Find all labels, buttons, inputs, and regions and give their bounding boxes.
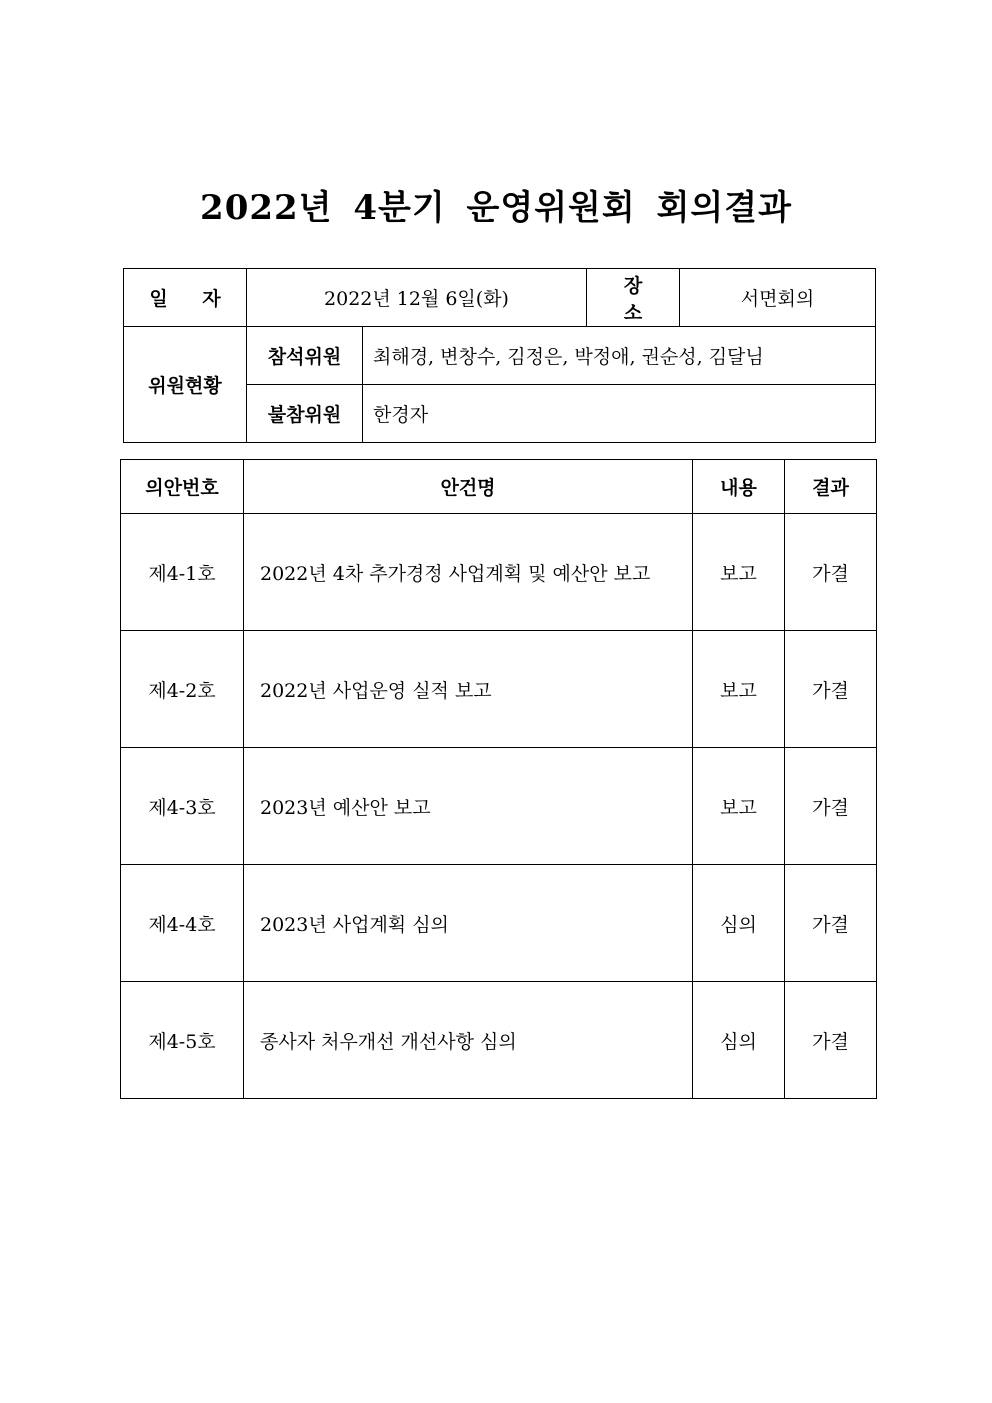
header-agenda-title: 안건명 xyxy=(244,460,693,514)
header-agenda-type: 내용 xyxy=(693,460,785,514)
agenda-result: 가결 xyxy=(785,982,877,1099)
agenda-title: 2022년 4차 추가경정 사업계획 및 예산안 보고 xyxy=(244,514,693,631)
meeting-info-table xyxy=(123,268,876,443)
agenda-title: 2022년 사업운영 실적 보고 xyxy=(244,631,693,748)
table-row xyxy=(121,748,877,865)
table-row xyxy=(121,514,877,631)
agenda-title: 2023년 예산안 보고 xyxy=(244,748,693,865)
header-agenda-result: 결과 xyxy=(785,460,877,514)
table-row xyxy=(121,865,877,982)
agenda-type: 보고 xyxy=(693,631,785,748)
agenda-type: 심의 xyxy=(693,982,785,1099)
agenda-title: 2023년 사업계획 심의 xyxy=(244,865,693,982)
agenda-type: 심의 xyxy=(693,865,785,982)
members-label: 위원현황 xyxy=(124,327,247,443)
date-place-row xyxy=(124,269,876,327)
agenda-no: 제4-5호 xyxy=(121,982,244,1099)
agenda-title: 종사자 처우개선 개선사항 심의 xyxy=(244,982,693,1099)
document-title: 2022년 4분기 운영위원회 회의결과 xyxy=(200,188,792,228)
place-label: 장 소 xyxy=(587,269,680,327)
date-label: 일 자 xyxy=(124,269,247,327)
agenda-result: 가결 xyxy=(785,748,877,865)
absent-label: 불참위원 xyxy=(247,385,363,443)
table-row xyxy=(121,631,877,748)
table-row xyxy=(121,982,877,1099)
agenda-table xyxy=(120,459,877,1099)
date-value: 2022년 12월 6일(화) xyxy=(247,269,587,327)
header-agenda-no: 의안번호 xyxy=(121,460,244,514)
present-members-row xyxy=(124,327,876,385)
agenda-no: 제4-1호 xyxy=(121,514,244,631)
absent-value: 한경자 xyxy=(363,385,876,443)
agenda-result: 가결 xyxy=(785,514,877,631)
agenda-no: 제4-4호 xyxy=(121,865,244,982)
agenda-header-row xyxy=(121,460,877,514)
agenda-no: 제4-3호 xyxy=(121,748,244,865)
present-value: 최해경, 변창수, 김정은, 박정애, 권순성, 김달님 xyxy=(363,327,876,385)
agenda-result: 가결 xyxy=(785,631,877,748)
agenda-result: 가결 xyxy=(785,865,877,982)
agenda-type: 보고 xyxy=(693,748,785,865)
place-value: 서면회의 xyxy=(680,269,876,327)
agenda-no: 제4-2호 xyxy=(121,631,244,748)
present-label: 참석위원 xyxy=(247,327,363,385)
agenda-type: 보고 xyxy=(693,514,785,631)
